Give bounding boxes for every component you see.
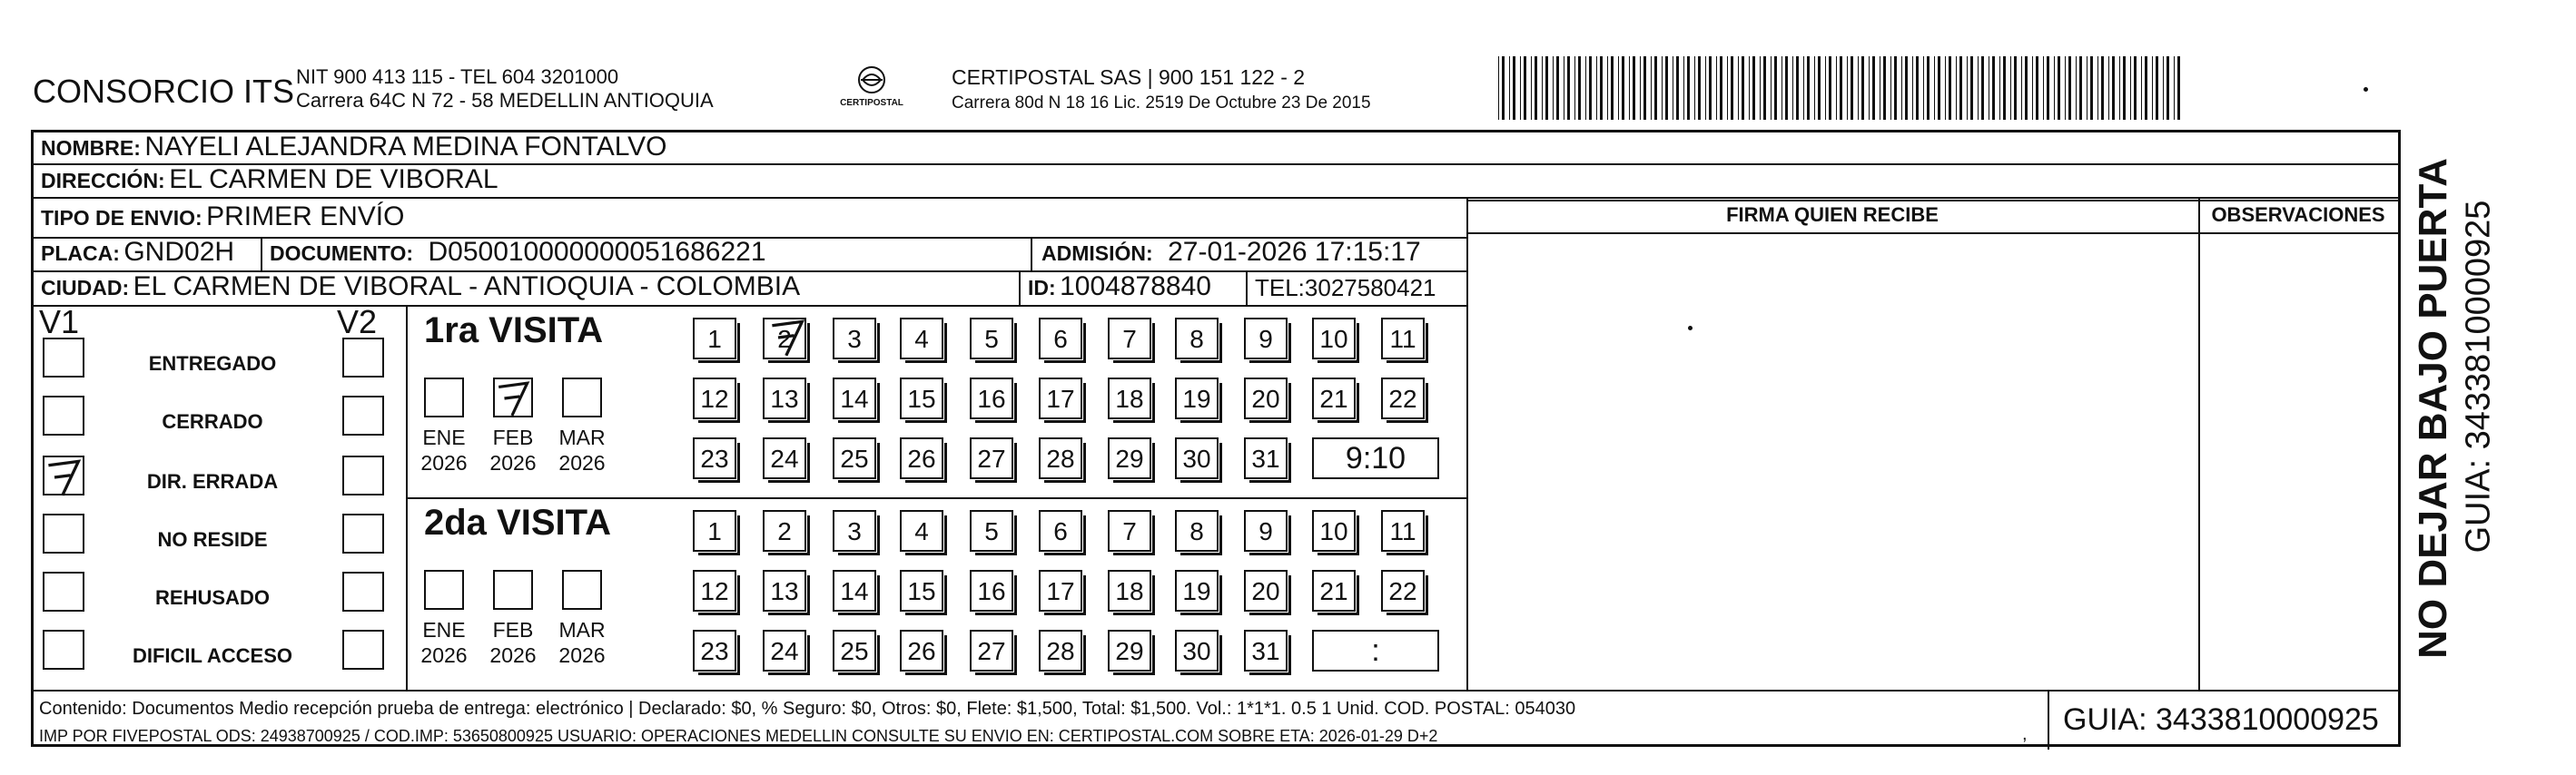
day-box[interactable]: 20 [1244,570,1288,612]
barcode-bar [1556,56,1559,120]
nombre-row [41,132,667,162]
barcode-bar [1640,56,1641,120]
barcode-bar [1709,56,1712,120]
barcode-bar [1894,56,1897,120]
day-box[interactable]: 31 [1244,630,1288,672]
day-box[interactable]: 28 [1039,437,1082,479]
day-box[interactable]: 7 [1108,510,1151,552]
day-box[interactable]: 27 [970,437,1013,479]
barcode-bar [2043,56,2044,120]
barcode-bar [1916,56,1919,120]
barcode-bar [1683,56,1684,120]
barcode-bar [1545,56,1548,120]
nombre-label: NOMBRE: [41,136,141,160]
day-box[interactable]: 10 [1312,318,1356,359]
direccion-row [41,164,498,195]
status-label: DIR. ERRADA [146,470,279,493]
tel-cell [1255,274,1436,302]
barcode-bar [1905,56,1908,120]
month-name: FEB [492,618,534,642]
month-checkbox[interactable] [424,378,464,417]
barcode-bar [1531,56,1532,120]
documento-value: D050010000000051686221 [428,237,766,267]
id-label: ID: [1028,276,1056,299]
barcode-bar [1938,56,1940,120]
barcode-bar [1840,56,1842,120]
barcode-bar [1978,56,1979,120]
signature-dot [1688,326,1693,330]
month-checkbox[interactable] [562,378,602,417]
day-box[interactable]: 22 [1381,378,1425,419]
side-guia-container [2452,154,2506,590]
barcode-bar [1847,56,1848,120]
barcode-bar [1731,56,1733,120]
v2-checkbox[interactable] [342,396,384,436]
footer-imp: IMP POR FIVEPOSTAL ODS: 24938700925 / COD.IMP: 53650800925 USUARIO: OPERACIONES MEDELLIN CONSULTE SU ENVIO EN: CERTIPOSTAL.COM SOBRE ETA: 2026-01-29 D+2 [39,727,1438,745]
nombre-value: NAYELI ALEJANDRA MEDINA FONTALVO [144,132,667,162]
day-box[interactable]: 19 [1175,570,1219,612]
day-box[interactable]: 20 [1244,378,1288,419]
v2-checkbox[interactable] [342,456,384,495]
day-box[interactable]: 23 [693,630,736,672]
barcode-bar [1825,56,1826,120]
barcode-bar [2112,56,2115,120]
barcode-bar [2032,56,2033,120]
day-box[interactable]: 6 [1039,510,1082,552]
barcode-bar [1912,56,1913,120]
id-value: 1004878840 [1060,271,1211,301]
direccion-value: EL CARMEN DE VIBORAL [169,164,498,194]
barcode-bar [2090,56,2093,120]
barcode-bar [1999,56,2000,120]
certipostal-logo [835,64,908,114]
barcode-bar [1927,56,1930,120]
status-label: ENTREGADO [148,352,277,375]
day-box[interactable]: 24 [763,437,806,479]
barcode-bar [2065,56,2066,120]
month-checkbox[interactable] [424,570,464,610]
barcode-bar [2079,56,2082,120]
firma-label: FIRMA QUIEN RECIBE [1726,203,1939,226]
v2-checkbox[interactable] [342,630,384,670]
status-label: NO RESIDE [157,528,268,551]
barcode-bar [1698,56,1701,120]
barcode-bar [2058,56,2060,120]
barcode-bar [1796,56,1799,120]
day-box[interactable]: 18 [1108,378,1151,419]
placa-cell [41,237,234,268]
barcode-bar [1949,56,1951,120]
check-mark-icon [495,379,533,417]
day-box[interactable]: 1 [693,318,736,359]
barcode-bar [2025,56,2028,120]
barcode-bar [1836,56,1837,120]
day-box[interactable]: 12 [693,378,736,419]
v2-checkbox[interactable] [342,514,384,554]
day-box[interactable]: 9 [1244,510,1288,552]
barcode-bar [1752,56,1755,120]
month-label [417,617,471,668]
barcode-bar [1727,56,1728,120]
barcode-bar [1829,56,1831,120]
day-box[interactable]: 27 [970,630,1013,672]
footer-contenido: Contenido: Documentos Medio recepción prueba de entrega: electrónico | Declarado: $0, % Seguro: $0, Otros: $0, Flete: $1,500, Total: $1,500. Vol.: 1*1*1. 0.5 1 Unid. COD. POSTAL: 054030 [39,699,1576,719]
day-box[interactable]: 25 [833,437,876,479]
barcode-bar [2174,56,2175,120]
barcode-bar [1520,56,1521,120]
month-name: MAR [558,618,606,642]
barcode-bar [1861,56,1864,120]
v1-checkbox[interactable] [43,514,84,554]
month-label [555,617,609,668]
barcode-bar [1574,56,1575,120]
barcode-bar [1818,56,1821,120]
status-label: REHUSADO [155,586,270,609]
day-box[interactable]: 21 [1312,570,1356,612]
barcode-bar [1618,56,1619,120]
day-box[interactable]: 21 [1312,378,1356,419]
day-box[interactable]: 13 [763,570,806,612]
day-box[interactable]: 7 [1108,318,1151,359]
v1-checkbox[interactable] [43,572,84,612]
barcode-bar [1654,56,1657,120]
barcode-bar [1785,56,1788,120]
tel-label: TEL: [1255,274,1305,301]
month-year: 2026 [489,643,537,667]
barcode-bar [1749,56,1750,120]
documento-label: DOCUMENTO: [270,241,414,265]
month-checkbox[interactable] [562,570,602,610]
day-box[interactable]: 26 [900,630,943,672]
barcode-bar [1665,56,1668,120]
direccion-label: DIRECCIÓN: [41,169,165,192]
day-box[interactable]: 4 [900,510,943,552]
company-name: CONSORCIO ITS [33,73,295,110]
visit-title: 2da VISITA [424,503,611,543]
tel-value: 3027580421 [1304,274,1436,301]
day-box[interactable]: 26 [900,437,943,479]
month-year: 2026 [420,451,468,475]
placa-label: PLACA: [41,241,120,265]
barcode-bar [1792,56,1793,120]
day-box[interactable]: 30 [1175,437,1219,479]
barcode-bar [1781,56,1782,120]
day-box[interactable]: 29 [1108,630,1151,672]
barcode-bar [1676,56,1679,120]
barcode-bar [2166,56,2169,120]
barcode-bar [2108,56,2109,120]
barcode-bar [2014,56,2017,120]
barcode-bar [2054,56,2055,120]
barcode-bar [1694,56,1695,120]
day-box[interactable]: 16 [970,570,1013,612]
month-label [486,617,540,668]
v1-checkbox[interactable] [43,396,84,436]
month-name: FEB [492,426,534,449]
barcode-bar [1771,56,1772,120]
barcode-bar [1498,56,1499,120]
barcode-bar [1542,56,1543,120]
barcode-bar [1851,56,1853,120]
day-box[interactable]: 31 [1244,437,1288,479]
id-cell [1028,271,1211,302]
day-box[interactable]: 3 [833,510,876,552]
day-box[interactable]: 6 [1039,318,1082,359]
day-box[interactable]: 2 [763,318,806,359]
v2-checkbox[interactable] [342,572,384,612]
side-warning: NO DEJAR BAJO PUERTA [2411,158,2455,659]
admision-label: ADMISIÓN: [1041,241,1153,265]
v1-checkbox[interactable] [43,630,84,670]
certipostal-nit-line: CERTIPOSTAL SAS | 900 151 122 - 2 [952,65,1306,89]
footer-guia: GUIA: 3433810000925 [2063,702,2379,737]
barcode-bar [2021,56,2022,120]
check-mark-icon [44,457,84,497]
barcode-bar [1992,56,1995,120]
barcode-bar [1763,56,1766,120]
barcode-bar [1662,56,1663,120]
delivery-form [31,130,2401,747]
documento-cell [270,237,766,268]
status-label: CERRADO [162,410,263,433]
day-box[interactable]: 11 [1381,510,1425,552]
barcode-bar [1578,56,1581,120]
visit-title: 1ra VISITA [424,310,604,350]
barcode-bar [1600,56,1603,120]
barcode-bar [2163,56,2164,120]
barcode-bar [1869,56,1870,120]
barcode-bar [1535,56,1537,120]
month-year: 2026 [558,451,606,475]
barcode [1498,56,2188,120]
ciudad-value: EL CARMEN DE VIBORAL - ANTIOQUIA - COLOMBIA [133,271,801,301]
tipo-envio-value: PRIMER ENVÍO [206,201,405,231]
v1-checkbox[interactable] [43,456,84,495]
barcode-bar [1803,56,1804,120]
day-box[interactable]: 14 [833,378,876,419]
barcode-bar [1589,56,1592,120]
barcode-bar [2152,56,2153,120]
barcode-bar [1872,56,1875,120]
barcode-bar [2047,56,2049,120]
barcode-bar [1524,56,1526,120]
month-checkbox[interactable] [493,378,533,417]
barcode-bar [1934,56,1935,120]
v1-checkbox[interactable] [43,338,84,378]
barcode-bar [1774,56,1777,120]
company-address-line: Carrera 64C N 72 - 58 MEDELLIN ANTIOQUIA [296,89,714,112]
status-label: DIFICIL ACCESO [132,644,292,667]
barcode-bar [1611,56,1614,120]
month-year: 2026 [558,643,606,667]
barcode-bar [1738,56,1739,120]
day-box[interactable]: 23 [693,437,736,479]
day-box[interactable]: 1 [693,510,736,552]
barcode-bar [2177,56,2180,120]
barcode-bar [1814,56,1815,120]
barcode-bar [1705,56,1706,120]
barcode-bar [1970,56,1973,120]
day-box[interactable]: 15 [900,570,943,612]
tipo-envio-row [41,201,404,232]
certipostal-address-line: Carrera 80d N 18 16 Lic. 2519 De Octubre 23 De 2015 [952,93,1371,113]
v2-checkbox[interactable] [342,338,384,378]
day-box[interactable]: 11 [1381,318,1425,359]
day-box[interactable]: 24 [763,630,806,672]
day-box[interactable]: 8 [1175,510,1219,552]
month-name: ENE [422,426,466,449]
barcode-bar [1923,56,1924,120]
dot-mark [2364,87,2368,92]
barcode-bar [1607,56,1608,120]
day-box[interactable]: 5 [970,510,1013,552]
barcode-bar [1509,56,1510,120]
day-box[interactable]: 18 [1108,570,1151,612]
barcode-bar [1567,56,1570,120]
day-box[interactable]: 9 [1244,318,1288,359]
day-box[interactable]: 8 [1175,318,1219,359]
placa-value: GND02H [123,237,235,267]
barcode-bar [2141,56,2142,120]
day-box[interactable]: 13 [763,378,806,419]
side-guia: GUIA: 3433810000925 [2459,200,2498,554]
barcode-bar [1981,56,1984,120]
barcode-bar [1720,56,1722,120]
barcode-bar [1629,56,1630,120]
barcode-bar [1967,56,1968,120]
barcode-bar [1883,56,1886,120]
barcode-bar [2097,56,2098,120]
barcode-bar [2119,56,2120,120]
barcode-bar [2101,56,2104,120]
barcode-bar [1643,56,1646,120]
day-box[interactable]: 14 [833,570,876,612]
barcode-bar [1651,56,1652,120]
barcode-bar [2010,56,2011,120]
day-box[interactable]: 17 [1039,570,1082,612]
admision-value: 27-01-2026 17:15:17 [1168,237,1421,267]
barcode-bar [1858,56,1859,120]
ciudad-label: CIUDAD: [41,276,130,299]
day-box[interactable]: 4 [900,318,943,359]
barcode-bar [1742,56,1744,120]
barcode-bar [1633,56,1635,120]
visit-time-box[interactable]: 9:10 [1312,437,1439,479]
barcode-bar [2076,56,2077,120]
barcode-bar [1502,56,1505,120]
month-label [555,425,609,476]
tipo-envio-label: TIPO DE ENVIO: [41,206,202,230]
day-box[interactable]: 22 [1381,570,1425,612]
day-box[interactable]: 2 [763,510,806,552]
barcode-bar [1807,56,1810,120]
v2-label: V2 [337,303,378,340]
company-nit-line: NIT 900 413 115 - TEL 604 3201000 [296,65,619,88]
barcode-bar [2068,56,2071,120]
admision-cell [1041,237,1421,268]
barcode-bar [2134,56,2137,120]
barcode-bar [1956,56,1957,120]
day-box[interactable]: 17 [1039,378,1082,419]
month-label [486,425,540,476]
barcode-bar [1687,56,1690,120]
day-box[interactable]: 19 [1175,378,1219,419]
barcode-bar [1513,56,1515,120]
day-box[interactable]: 10 [1312,510,1356,552]
day-box[interactable]: 12 [693,570,736,612]
visit-time-box[interactable]: : [1312,630,1439,672]
month-year: 2026 [420,643,468,667]
day-box[interactable]: 30 [1175,630,1219,672]
barcode-bar [1901,56,1902,120]
month-name: MAR [558,426,606,449]
day-box[interactable]: 25 [833,630,876,672]
logo-text: CERTIPOSTAL [840,98,903,108]
barcode-bar [2123,56,2126,120]
barcode-bar [1945,56,1946,120]
month-name: ENE [422,618,466,642]
barcode-bar [2156,56,2158,120]
barcode-bar [1716,56,1717,120]
day-box[interactable]: 28 [1039,630,1082,672]
company-info [296,65,714,113]
barcode-bar [1959,56,1962,120]
barcode-bar [2145,56,2147,120]
day-box[interactable]: 5 [970,318,1013,359]
check-mark-icon [768,318,808,358]
day-box[interactable]: 16 [970,378,1013,419]
month-year: 2026 [489,451,537,475]
barcode-bar [1596,56,1597,120]
barcode-bar [2036,56,2038,120]
footer-mark: , [2022,724,2028,744]
day-box[interactable]: 3 [833,318,876,359]
month-checkbox[interactable] [493,570,533,610]
observaciones-label: OBSERVACIONES [2211,203,2385,226]
day-box[interactable]: 15 [900,378,943,419]
barcode-bar [2130,56,2131,120]
barcode-bar [1553,56,1554,120]
ciudad-cell [41,271,800,302]
v1-label: V1 [39,303,80,340]
month-label [417,425,471,476]
barcode-bar [1585,56,1586,120]
barcode-bar [1622,56,1624,120]
barcode-bar [2003,56,2006,120]
day-box[interactable]: 29 [1108,437,1151,479]
barcode-bar [1760,56,1761,120]
certipostal-info [952,65,1371,113]
barcode-bar [1890,56,1891,120]
